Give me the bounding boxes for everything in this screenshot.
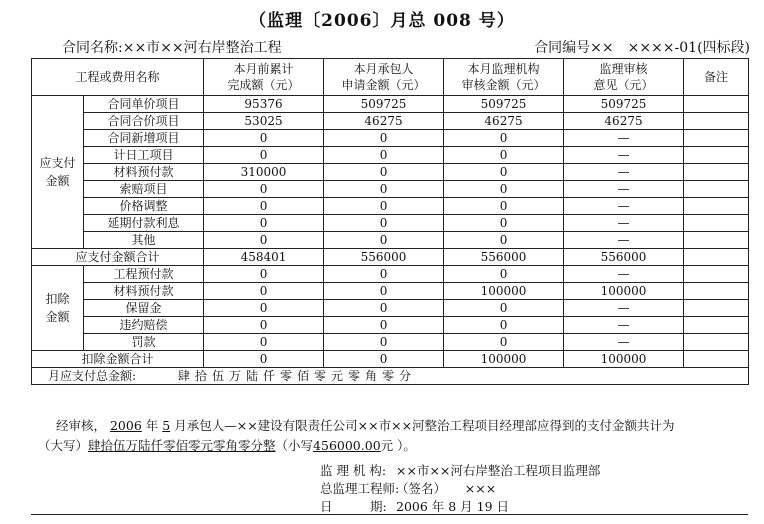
cell-review-opinion: — [564,164,684,181]
cell-remarks [684,232,749,249]
table-row [32,147,749,164]
engineer-value: （签名） ××× [396,481,497,496]
note-text: 年 [145,418,159,433]
note-month: 5 [162,418,171,433]
table-row [32,198,749,215]
note-text: 元 ）。 [380,438,416,453]
date-label: 日 期: [320,499,387,514]
table-row [32,164,749,181]
cell-line: 意见（元） [593,78,654,92]
cell-contractor-request: 0 [324,334,444,351]
group-label-payable [32,96,84,249]
cell-prior-cumulative: 0 [204,198,324,215]
cell-review-opinion: 509725 [564,96,684,113]
cell-contractor-request: 0 [324,130,444,147]
cell-line: 审核金额（元） [461,78,546,92]
monthly-total-label: 月应支付总金额: [48,369,137,383]
cell-supervisor-audit: 46275 [444,113,564,130]
group-label-deduct [32,266,84,351]
cell-contractor-request: 556000 [324,249,444,266]
table-row [32,113,749,130]
cell-line: 监理审核 [599,62,648,76]
cell-prior-cumulative: 0 [204,283,324,300]
cell-remarks [684,351,749,368]
cell-prior-cumulative: 458401 [204,249,324,266]
column-header-remarks: 备注 [684,59,749,96]
cell-contractor-request: 0 [324,283,444,300]
cell-remarks [684,266,749,283]
cell-contractor-request: 0 [324,317,444,334]
table-row [32,283,749,300]
item-name: 保留金 [84,300,204,317]
cell-supervisor-audit: 100000 [444,351,564,368]
cell-review-opinion: 100000 [564,351,684,368]
cell-remarks [684,164,749,181]
cell-contractor-request: 0 [324,198,444,215]
note-amount-number: 456000.00 [313,438,381,453]
cell-prior-cumulative: 0 [204,351,324,368]
cell-review-opinion: — [564,300,684,317]
monthly-total-value: 肆拾伍万陆仟零佰零元零角零分 [178,369,417,383]
cell-remarks [684,283,749,300]
cell-prior-cumulative: 310000 [204,164,324,181]
cell-prior-cumulative: 0 [204,232,324,249]
column-header-c3 [444,59,564,96]
table-row [32,334,749,351]
item-name: 合同新增项目 [84,130,204,147]
date-value: 2006 年 8 月 19 日 [396,499,510,514]
cell-contractor-request: 0 [324,215,444,232]
cell-review-opinion: — [564,317,684,334]
cell-contractor-request: 0 [324,181,444,198]
table-row [32,130,749,147]
column-header-c1 [204,59,324,96]
column-header-item: 工程或费用名称 [32,59,204,96]
cell-review-opinion: — [564,198,684,215]
cell-supervisor-audit: 0 [444,317,564,334]
cell-line: 金额 [45,174,70,188]
cell-line: 申请金额（元） [341,78,426,92]
table-row [32,215,749,232]
item-name: 索赔项目 [84,181,204,198]
cell-remarks [684,317,749,334]
item-name: 材料预付款 [84,164,204,181]
cell-supervisor-audit: 556000 [444,249,564,266]
contract-number: 合同编号×× ××××-01(四标段) [534,40,750,56]
item-name: 合同单价项目 [84,96,204,113]
note-year: 2006 [109,418,142,433]
cell-supervisor-audit: 0 [444,300,564,317]
cell-contractor-request: 0 [324,164,444,181]
signature-block [320,462,600,516]
table-row [32,232,749,249]
cell-line: 本月监理机构 [467,62,540,76]
total-label: 扣除金额合计 [32,351,204,368]
payment-table [31,58,749,385]
cell-remarks [684,198,749,215]
cell-remarks [684,215,749,232]
bottom-rule [31,514,748,515]
org-value: ××市××河右岸整治工程项目监理部 [396,463,601,478]
document-title: （监理〔2006〕月总 008 号） [249,11,515,31]
cell-prior-cumulative: 0 [204,334,324,351]
cell-prior-cumulative: 0 [204,147,324,164]
note-text: （大写） [38,438,89,453]
cell-review-opinion: 556000 [564,249,684,266]
column-header-c4 [564,59,684,96]
cell-supervisor-audit: 509725 [444,96,564,113]
cell-supervisor-audit: 0 [444,130,564,147]
cell-line: 应支付 [39,156,76,170]
item-name: 价格调整 [84,198,204,215]
item-name: 合同合价项目 [84,113,204,130]
cell-remarks [684,300,749,317]
cell-supervisor-audit: 0 [444,181,564,198]
table-row [32,300,749,317]
monthly-total-row [32,368,749,385]
cell-review-opinion: 46275 [564,113,684,130]
cell-line: 本月前累计 [233,62,294,76]
engineer-label: 总监理工程师: [320,481,400,496]
cell-line: 扣除 [45,292,70,306]
item-name: 材料预付款 [84,283,204,300]
cell-contractor-request: 0 [324,147,444,164]
cell-remarks [684,113,749,130]
cell-supervisor-audit: 0 [444,232,564,249]
cell-supervisor-audit: 0 [444,164,564,181]
contract-name: 合同名称:××市××河右岸整治工程 [62,40,282,56]
cell-contractor-request: 0 [324,232,444,249]
cell-supervisor-audit: 0 [444,147,564,164]
total-label: 应支付金额合计 [32,249,204,266]
cell-contractor-request: 0 [324,300,444,317]
note-text: （小写 [275,438,314,453]
cell-review-opinion: — [564,215,684,232]
item-name: 工程预付款 [84,266,204,283]
cell-supervisor-audit: 0 [444,334,564,351]
cell-review-opinion: — [564,334,684,351]
note-text: 经审核， [55,418,106,433]
cell-remarks [684,249,749,266]
item-name: 其他 [84,232,204,249]
cell-contractor-request: 46275 [324,113,444,130]
review-note [38,416,750,456]
cell-line: 金额 [45,310,70,324]
cell-prior-cumulative: 0 [204,130,324,147]
note-amount-words: 肆拾伍万陆仟零佰零元零角零分整 [88,438,276,453]
cell-contractor-request: 509725 [324,96,444,113]
cell-prior-cumulative: 53025 [204,113,324,130]
cell-remarks [684,334,749,351]
cell-review-opinion: — [564,266,684,283]
column-header-c2 [324,59,444,96]
payable-total-row [32,249,749,266]
monthly-total-cell [32,368,749,385]
cell-supervisor-audit: 0 [444,266,564,283]
cell-prior-cumulative: 95376 [204,96,324,113]
cell-line: 完成额（元） [227,78,300,92]
table-row [32,266,749,283]
cell-contractor-request: 0 [324,351,444,368]
item-name: 罚款 [84,334,204,351]
cell-remarks [684,96,749,113]
table-row [32,96,749,113]
table-row [32,317,749,334]
cell-review-opinion: — [564,181,684,198]
cell-prior-cumulative: 0 [204,181,324,198]
cell-line: 本月承包人 [353,62,414,76]
cell-prior-cumulative: 0 [204,266,324,283]
cell-supervisor-audit: 100000 [444,283,564,300]
cell-prior-cumulative: 0 [204,300,324,317]
cell-supervisor-audit: 0 [444,198,564,215]
cell-prior-cumulative: 0 [204,215,324,232]
org-label: 监 理 机 构: [320,463,387,478]
cell-review-opinion: — [564,130,684,147]
note-text: 月承包人—××建设有限责任公司××市××河整治工程项目经理部应得到的支付金额共计为 [174,418,675,433]
item-name: 计日工项目 [84,147,204,164]
cell-remarks [684,130,749,147]
cell-review-opinion: — [564,147,684,164]
item-name: 违约赔偿 [84,317,204,334]
deduct-total-row [32,351,749,368]
table-row [32,181,749,198]
cell-review-opinion: — [564,232,684,249]
cell-review-opinion: 100000 [564,283,684,300]
cell-remarks [684,147,749,164]
item-name: 延期付款利息 [84,215,204,232]
header-row [32,59,749,96]
cell-prior-cumulative: 0 [204,317,324,334]
cell-remarks [684,181,749,198]
cell-contractor-request: 0 [324,266,444,283]
cell-supervisor-audit: 0 [444,215,564,232]
